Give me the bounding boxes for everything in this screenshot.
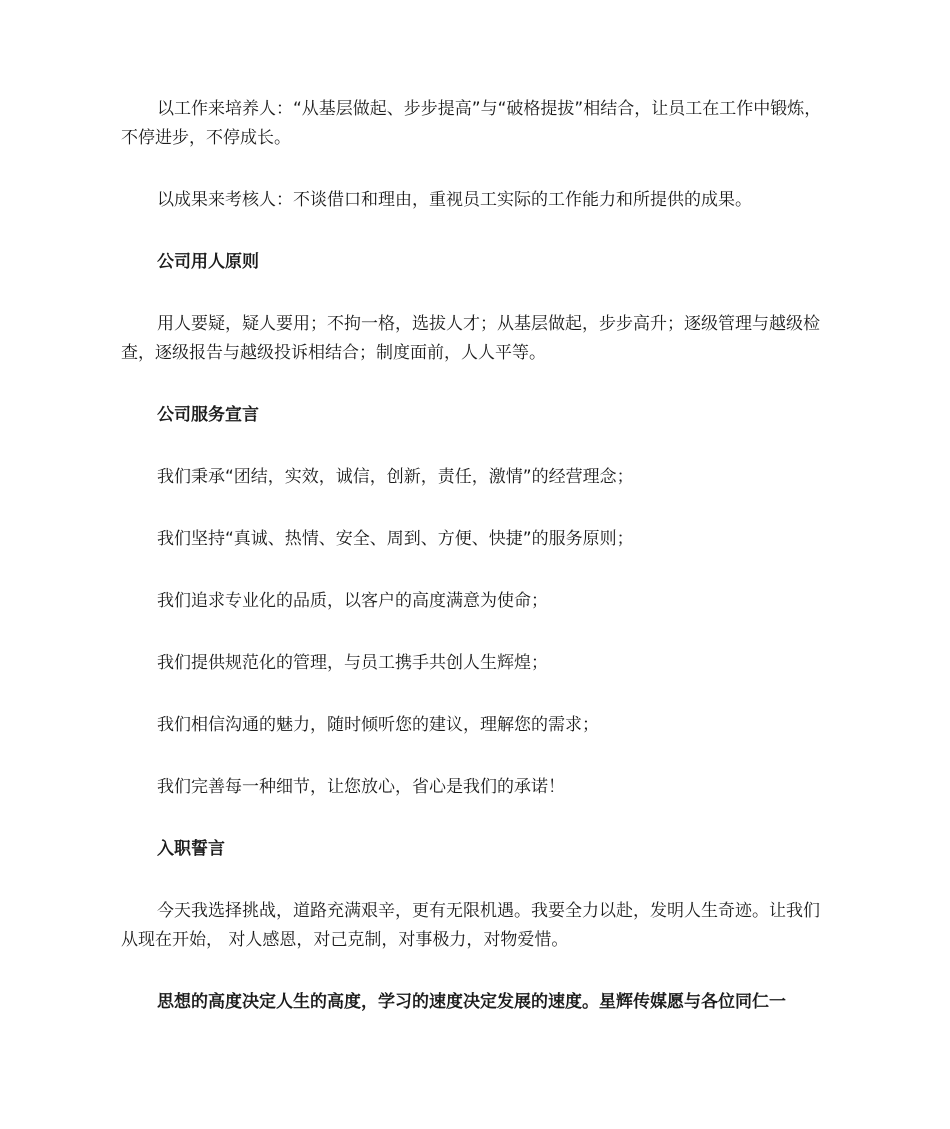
heading-closing-statement: 思想的高度决定人生的高度，学习的速度决定发展的速度。星辉传媒愿与各位同仁一 xyxy=(157,992,786,1012)
paragraph-assess-people: 以成果来考核人：不谈借口和理由，重视员工实际的工作能力和所提供的成果。 xyxy=(157,190,752,210)
paragraph-service-1: 我们秉承“团结，实效，诚信，创新，责任，激情”的经营理念； xyxy=(157,467,634,487)
paragraph-service-6: 我们完善每一种细节，让您放心，省心是我们的承诺！ xyxy=(157,777,565,797)
paragraph-oath: 今天我选择挑战，道路充满艰辛，更有无限机遇。我要全力以赴，发明人生奇迹。让我们从现在开始， 对人感恩，对己克制，对事极力，对物爱惜。 xyxy=(121,901,820,950)
document-body xyxy=(121,95,831,1017)
paragraph-service-5: 我们相信沟通的魅力，随时倾听您的建议，理解您的需求； xyxy=(157,715,599,735)
heading-oath: 入职誓言 xyxy=(157,839,225,859)
paragraph-train-people: 以工作来培养人：“从基层做起、步步提高”与“破格提拔”相结合，让员工在工作中锻炼，不停进步，不停成长。 xyxy=(121,99,822,148)
paragraph-employment-principles: 用人要疑，疑人要用；不拘一格，选拔人才；从基层做起，步步高升；逐级管理与越级检查，逐级报告与越级投诉相结合；制度面前，人人平等。 xyxy=(121,314,820,363)
paragraph-service-2: 我们坚持“真诚、热情、安全、周到、方便、快捷”的服务原则； xyxy=(157,529,634,549)
paragraph-service-3: 我们追求专业化的品质，以客户的高度满意为使命； xyxy=(157,591,548,611)
heading-service-declaration: 公司服务宣言 xyxy=(157,405,259,425)
paragraph-service-4: 我们提供规范化的管理，与员工携手共创人生辉煌； xyxy=(157,653,548,673)
heading-employment-principles: 公司用人原则 xyxy=(157,252,259,272)
